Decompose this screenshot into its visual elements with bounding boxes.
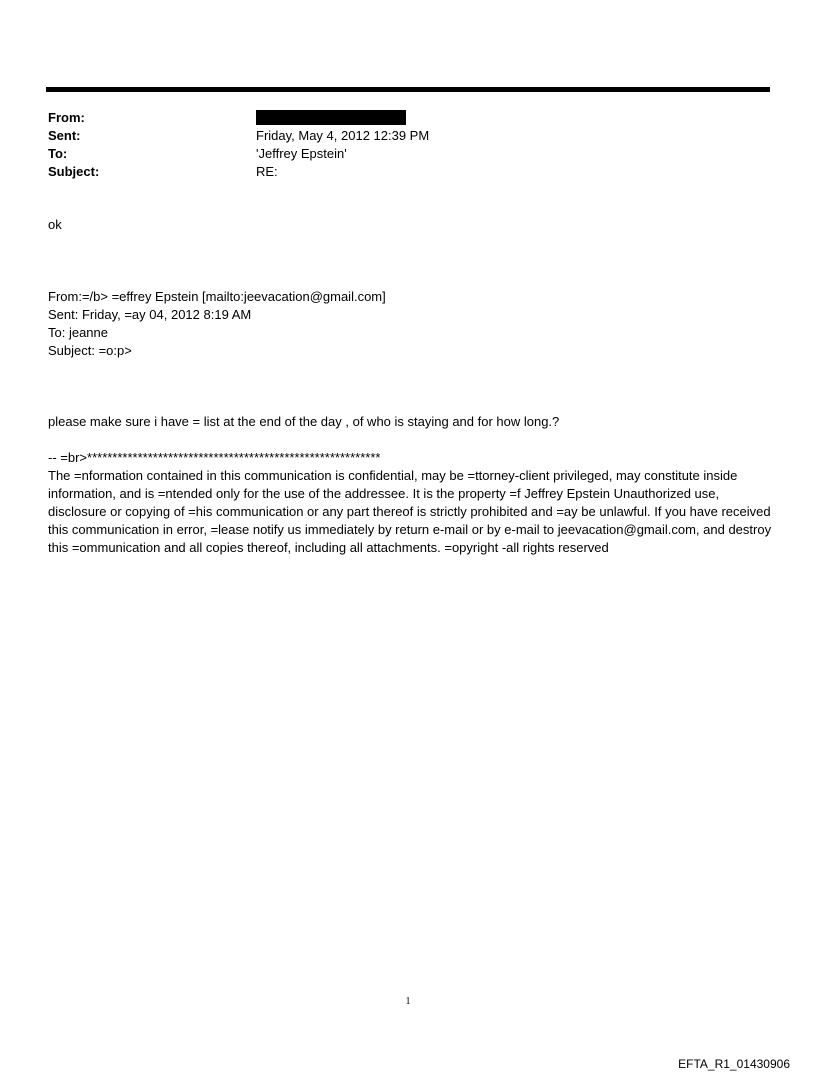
redaction-bar bbox=[256, 110, 406, 125]
quoted-message: please make sure i have = list at the end of the day , of who is staying and for how long.? bbox=[48, 414, 560, 429]
document-id: EFTA_R1_01430906 bbox=[678, 1057, 790, 1071]
from-row bbox=[48, 109, 429, 127]
subject-value: RE: bbox=[256, 164, 278, 179]
subject-row bbox=[48, 163, 429, 181]
from-value-redacted bbox=[256, 109, 406, 127]
sent-value: Friday, May 4, 2012 12:39 PM bbox=[256, 128, 430, 143]
page-number: 1 bbox=[405, 996, 411, 1007]
sent-row bbox=[48, 127, 429, 145]
subject-label: Subject: bbox=[48, 164, 100, 179]
confidentiality-disclaimer: The =nformation contained in this communication is confidential, may be =ttorney-client privileged, may constitute inside information, and is =ntended only for the use of the addressee. It is the property =f Jeffrey Epstein Unauthorized use, disclosure or copying of =his communication or any part thereof is strictly prohibited and =ay be unlawful. If you have received this communication in error, =lease notify us immediately by return e-mail or by e-mail to jeevacation@gmail.com, and destroy this =ommunication and all copies thereof, including all attachments. =opyright -all rights reserved bbox=[48, 468, 772, 555]
quoted-header bbox=[48, 288, 386, 360]
quoted-to: To: jeanne bbox=[48, 325, 108, 340]
to-row bbox=[48, 145, 429, 163]
from-label: From: bbox=[48, 110, 85, 125]
quoted-subject: Subject: =o:p> bbox=[48, 343, 132, 358]
email-header bbox=[48, 109, 429, 181]
sent-label: Sent: bbox=[48, 128, 81, 143]
reply-text: ok bbox=[48, 217, 62, 232]
separator-line: -- =br>********************************************************** bbox=[48, 450, 381, 465]
header-divider bbox=[46, 87, 770, 92]
to-value: 'Jeffrey Epstein' bbox=[256, 146, 347, 161]
to-label: To: bbox=[48, 146, 68, 161]
quoted-from: From:=/b> =effrey Epstein [mailto:jeevacation@gmail.com] bbox=[48, 289, 386, 304]
quoted-sent: Sent: Friday, =ay 04, 2012 8:19 AM bbox=[48, 307, 252, 322]
